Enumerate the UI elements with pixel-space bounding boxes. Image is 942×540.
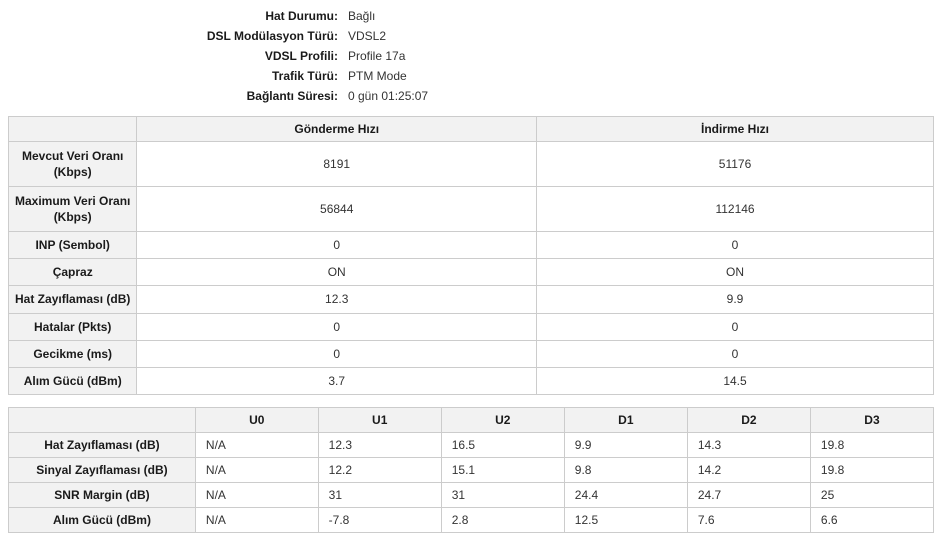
band-cell: 31 — [441, 483, 564, 508]
rate-row-label: Gecikme (ms) — [9, 340, 137, 367]
table-row — [9, 458, 934, 483]
band-cell: 25 — [810, 483, 933, 508]
table-row — [9, 232, 934, 259]
band-cell: 16.5 — [441, 433, 564, 458]
rate-row-label: Hatalar (Pkts) — [9, 313, 137, 340]
band-header-u0: U0 — [195, 408, 318, 433]
band-cell: N/A — [195, 508, 318, 533]
rate-row-upstream: 0 — [137, 340, 537, 367]
rate-table-corner — [9, 117, 137, 142]
band-cell: 9.9 — [564, 433, 687, 458]
band-cell: 24.4 — [564, 483, 687, 508]
band-header-u1: U1 — [318, 408, 441, 433]
table-row — [9, 259, 934, 286]
rate-row-downstream: 51176 — [537, 142, 934, 187]
rate-row-downstream: 9.9 — [537, 286, 934, 313]
rate-row-label-line1: Mevcut Veri Oranı — [22, 148, 124, 163]
rate-row-label: Hat Zayıflaması (dB) — [9, 286, 137, 313]
summary-label: DSL Modülasyon Türü: — [206, 29, 338, 43]
summary-label: Bağlantı Süresi: — [246, 89, 338, 103]
rate-row-label — [9, 187, 137, 232]
line-summary — [8, 6, 934, 106]
band-cell: 19.8 — [810, 433, 933, 458]
rate-row-upstream: 0 — [137, 313, 537, 340]
rate-row-label-line2: (Kbps) — [53, 165, 92, 179]
band-cell: 15.1 — [441, 458, 564, 483]
band-row-label: Alım Gücü (dBm) — [9, 508, 196, 533]
band-table-header-row — [9, 408, 934, 433]
summary-row — [8, 66, 934, 86]
rate-row-upstream: 0 — [137, 232, 537, 259]
band-header-d2: D2 — [687, 408, 810, 433]
summary-value: Profile 17a — [348, 49, 406, 63]
summary-label: Hat Durumu: — [265, 9, 338, 23]
band-cell: 12.5 — [564, 508, 687, 533]
rate-row-upstream: 8191 — [137, 142, 537, 187]
table-row — [9, 286, 934, 313]
rate-row-label — [9, 142, 137, 187]
summary-row — [8, 46, 934, 66]
summary-value: VDSL2 — [348, 29, 387, 43]
table-row — [9, 340, 934, 367]
band-cell: 2.8 — [441, 508, 564, 533]
summary-row — [8, 86, 934, 106]
band-cell: 12.2 — [318, 458, 441, 483]
band-cell: 9.8 — [564, 458, 687, 483]
band-cell: 24.7 — [687, 483, 810, 508]
band-table-corner — [9, 408, 196, 433]
rate-row-label-line1: Maximum Veri Oranı — [15, 193, 131, 208]
band-cell: 19.8 — [810, 458, 933, 483]
band-cell: 7.6 — [687, 508, 810, 533]
band-cell: 14.3 — [687, 433, 810, 458]
rate-table-header-row — [9, 117, 934, 142]
rate-table — [8, 116, 934, 395]
rate-row-label: Alım Gücü (dBm) — [9, 367, 137, 394]
band-header-u2: U2 — [441, 408, 564, 433]
summary-value: PTM Mode — [348, 69, 407, 83]
rate-row-upstream: 3.7 — [137, 367, 537, 394]
rate-row-label: INP (Sembol) — [9, 232, 137, 259]
rate-row-upstream: ON — [137, 259, 537, 286]
band-cell: N/A — [195, 483, 318, 508]
table-row — [9, 313, 934, 340]
band-row-label: SNR Margin (dB) — [9, 483, 196, 508]
band-cell: 12.3 — [318, 433, 441, 458]
summary-row — [8, 6, 934, 26]
rate-row-upstream: 12.3 — [137, 286, 537, 313]
summary-row — [8, 26, 934, 46]
rate-row-upstream: 56844 — [137, 187, 537, 232]
summary-label: Trafik Türü: — [271, 69, 338, 83]
band-cell: 14.2 — [687, 458, 810, 483]
rate-row-downstream: 0 — [537, 313, 934, 340]
rate-row-label-line2: (Kbps) — [53, 210, 92, 224]
table-row — [9, 508, 934, 533]
band-cell: 6.6 — [810, 508, 933, 533]
table-row — [9, 142, 934, 187]
table-row — [9, 367, 934, 394]
band-cell: N/A — [195, 458, 318, 483]
rate-table-header-downstream: İndirme Hızı — [537, 117, 934, 142]
band-cell: -7.8 — [318, 508, 441, 533]
table-row — [9, 483, 934, 508]
table-row — [9, 187, 934, 232]
band-row-label: Hat Zayıflaması (dB) — [9, 433, 196, 458]
summary-label: VDSL Profili: — [264, 49, 338, 63]
rate-row-label: Çapraz — [9, 259, 137, 286]
rate-row-downstream: 14.5 — [537, 367, 934, 394]
band-cell: N/A — [195, 433, 318, 458]
rate-table-header-upstream: Gönderme Hızı — [137, 117, 537, 142]
band-row-label: Sinyal Zayıflaması (dB) — [9, 458, 196, 483]
band-header-d3: D3 — [810, 408, 933, 433]
summary-value: 0 gün 01:25:07 — [348, 89, 429, 103]
band-header-d1: D1 — [564, 408, 687, 433]
summary-value: Bağlı — [348, 9, 376, 23]
rate-row-downstream: ON — [537, 259, 934, 286]
band-cell: 31 — [318, 483, 441, 508]
rate-row-downstream: 0 — [537, 340, 934, 367]
rate-row-downstream: 0 — [537, 232, 934, 259]
rate-row-downstream: 112146 — [537, 187, 934, 232]
table-row — [9, 433, 934, 458]
band-table — [8, 407, 934, 533]
